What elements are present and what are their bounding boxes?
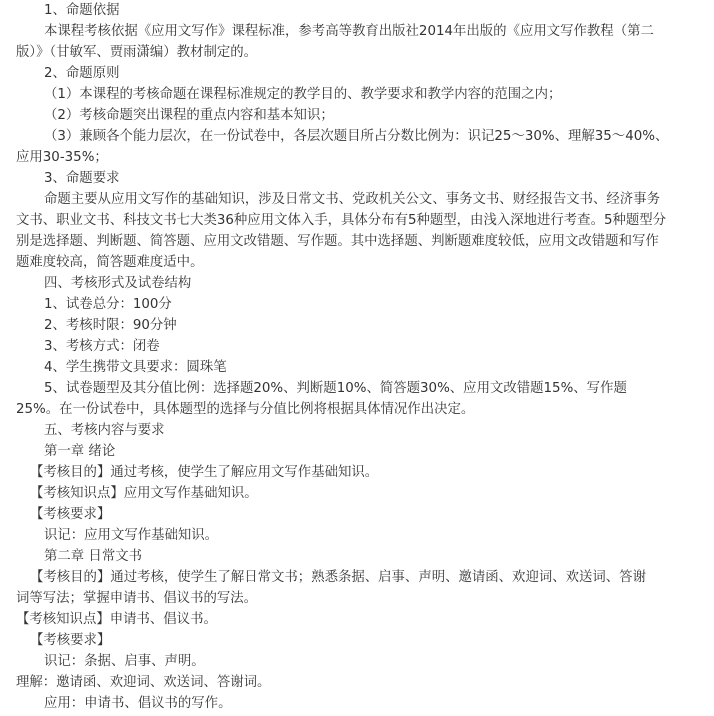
requirements-line-3: 别是选择题、判断题、简答题、应用文改错题、写作题。其中选择题、判断题难度较低，应用文改错题和写作 [16,234,659,249]
paragraph-basis-line-2: 版）》（甘敏军、贾雨潇编）教材制定的。 [16,45,258,60]
principle-item-3-line-1: （3）兼顾各个能力层次，在一份试卷中，各层次题目所占分数比例为：识记25～30%、理解35～40%、 [44,129,669,144]
exam-format-item-2: 2、考核时限：90分钟 [44,318,177,333]
chapter-1-knowledge-points: 【考核知识点】应用文写作基础知识。 [30,486,258,501]
principle-item-3-line-2: 应用30-35%； [16,150,108,165]
chapter-2-apply: 应用：申请书、倡议书的写作。 [44,696,232,711]
requirements-line-4: 题难度较高，简答题难度适中。 [16,255,204,270]
chapter-1-memorize: 识记：应用文写作基础知识。 [44,528,219,543]
chapter-2-title: 第二章 日常文书 [44,549,142,564]
exam-format-item-4: 4、学生携带文具要求：圆珠笔 [44,360,227,375]
requirements-line-1: 命题主要从应用文写作的基础知识，涉及日常文书、党政机关公文、事务文书、财经报告文书、经济事务 [44,192,660,207]
section-heading-requirements: 3、命题要求 [44,171,120,186]
chapter-2-knowledge-points: 【考核知识点】申请书、倡议书。 [16,612,217,627]
exam-format-item-3: 3、考核方式：闭卷 [44,339,160,354]
principle-item-1: （1）本课程的考核命题在课程标准规定的教学目的、教学要求和教学内容的范围之内； [44,87,562,102]
section-heading-basis: 1、命题依据 [44,3,120,18]
principle-item-2: （2）考核命题突出课程的重点内容和基本知识； [44,108,334,123]
chapter-2-understand: 理解：邀请函、欢迎词、欢送词、答谢词。 [16,675,271,690]
exam-format-item-1: 1、试卷总分：100分 [44,297,172,312]
chapter-2-requirements-label: 【考核要求】 [30,633,111,648]
chapter-1-requirements-label: 【考核要求】 [30,507,111,522]
exam-format-item-5-line-2: 25%。在一份试卷中，具体题型的选择与分值比例将根据具体情况作出决定。 [16,402,475,417]
section-heading-exam-format: 四、考核形式及试卷结构 [44,276,192,291]
chapter-1-purpose: 【考核目的】通过考核，使学生了解应用文写作基础知识。 [30,465,379,480]
chapter-2-purpose-line-2: 词等写法；掌握申请书、倡议书的写法。 [16,591,258,606]
section-heading-principles: 2、命题原则 [44,66,120,81]
exam-format-item-5-line-1: 5、试卷题型及其分值比例：选择题20%、判断题10%、简答题30%、应用文改错题15%、写作题 [44,381,627,396]
requirements-line-2: 文书、职业文书、科技文书七大类36种应用文体入手，具体分布有5种题型，由浅入深地进行考查。5种题型分 [16,213,667,228]
chapter-2-memorize: 识记：条据、启事、声明。 [44,654,205,669]
section-heading-content: 五、考核内容与要求 [44,423,165,438]
chapter-2-purpose-line-1: 【考核目的】通过考核，使学生了解日常文书；熟悉条据、启事、声明、邀请函、欢迎词、欢送词、答谢 [30,570,646,585]
chapter-1-title: 第一章 绪论 [44,444,116,459]
paragraph-basis-line-1: 本课程考核依据《应用文写作》课程标准，参考高等教育出版社2014年出版的《应用文写作教程（第二 [44,24,654,39]
